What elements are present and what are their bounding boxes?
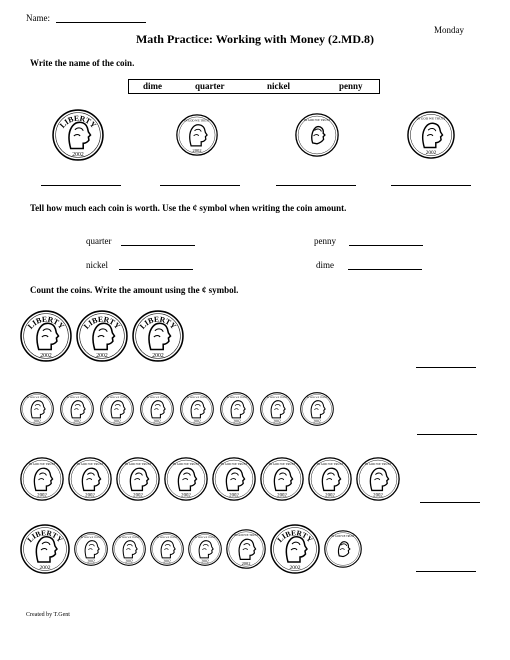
nickel-coin-icon [356,457,400,501]
quarter-coin-icon [52,109,104,161]
quarter-coin-icon [20,310,72,362]
dime-coin-icon [112,532,146,566]
word-bank-quarter: quarter [195,81,225,91]
quarter-coin-icon [132,310,184,362]
penny-coin-icon [324,530,362,568]
svg-text:IN GOD WE TRUST: IN GOD WE TRUST [118,536,140,540]
nickel-coin-icon [116,457,160,501]
svg-text:2002: 2002 [181,493,191,499]
dime-coin-icon [176,114,218,156]
svg-text:2002: 2002 [277,493,287,499]
count-answer-line[interactable] [416,367,476,368]
svg-text:IN GOD WE TRUST: IN GOD WE TRUST [124,461,152,466]
svg-text:2002: 2002 [373,493,383,499]
nickel-coin-icon [226,529,266,569]
svg-text:IN GOD WE TRUST: IN GOD WE TRUST [184,118,210,123]
worth-answer-line[interactable] [121,245,195,246]
section1-instruction: Write the name of the coin. [30,58,135,68]
svg-text:2002: 2002 [37,493,47,499]
nickel-coin-icon [407,111,455,159]
svg-text:LIBERTY: LIBERTY [25,314,67,331]
dime-coin-icon [188,532,222,566]
svg-text:IN GOD WE TRUST: IN GOD WE TRUST [186,396,208,400]
dime-coin-icon [180,392,214,426]
svg-text:IN GOD WE TRUST: IN GOD WE TRUST [416,116,446,121]
svg-text:2002: 2002 [39,565,51,571]
svg-text:2002: 2002 [193,419,201,424]
svg-text:IN GOD WE TRUST: IN GOD WE TRUST [226,396,248,400]
nickel-coin-icon [260,457,304,501]
day-label: Monday [434,25,464,35]
svg-text:IN GOD WE TRUST: IN GOD WE TRUST [266,396,288,400]
svg-text:LIBERTY: LIBERTY [25,528,65,545]
svg-text:2002: 2002 [201,559,209,564]
svg-text:2002: 2002 [152,352,164,359]
section2-instruction: Tell how much each coin is worth. Use the ¢ symbol when writing the coin amount. [30,203,347,213]
word-bank-dime: dime [143,81,162,91]
dime-coin-icon [260,392,294,426]
dime-coin-icon [60,392,94,426]
svg-text:2002: 2002 [87,559,95,564]
word-bank-penny: penny [339,81,363,91]
svg-text:IN GOD WE TRUST: IN GOD WE TRUST [76,461,104,466]
section3-instruction: Count the coins. Write the amount using the ¢ symbol. [30,285,239,295]
svg-text:IN GOD WE TRUST: IN GOD WE TRUST [26,396,48,400]
svg-text:LIBERTY: LIBERTY [57,113,99,130]
svg-text:IN GOD WE TRUST: IN GOD WE TRUST [306,396,328,400]
svg-text:2002: 2002 [325,493,335,499]
svg-text:IN GOD WE TRUST: IN GOD WE TRUST [106,396,128,400]
nickel-coin-icon [20,457,64,501]
penny-coin-icon [295,113,339,157]
coin-name-answer-line[interactable] [391,185,471,186]
svg-text:2002: 2002 [289,565,301,571]
quarter-coin-icon [76,310,128,362]
svg-text:IN GOD WE TRUST: IN GOD WE TRUST [172,461,200,466]
worth-answer-line[interactable] [348,269,422,270]
svg-text:IN GOD WE TRUST: IN GOD WE TRUST [194,536,216,540]
svg-text:IN GOD WE TRUST: IN GOD WE TRUST [233,534,259,538]
dime-coin-icon [140,392,174,426]
svg-text:LIBERTY: LIBERTY [137,314,179,331]
svg-text:IN GOD WE TRUST: IN GOD WE TRUST [331,534,355,538]
svg-text:2002: 2002 [113,419,121,424]
nickel-coin-icon [68,457,112,501]
dime-coin-icon [220,392,254,426]
footer-credit: Created by T.Gent [26,612,70,618]
worth-answer-line[interactable] [119,269,193,270]
svg-text:2002: 2002 [72,151,84,158]
dime-coin-icon [100,392,134,426]
worth-answer-line[interactable] [349,245,423,246]
svg-text:IN GOD WE TRUST: IN GOD WE TRUST [364,461,392,466]
svg-text:2002: 2002 [425,150,437,157]
svg-text:LIBERTY: LIBERTY [81,314,123,331]
count-answer-line[interactable] [416,571,476,572]
svg-text:2002: 2002 [33,419,41,424]
count-answer-line[interactable] [420,502,480,503]
svg-text:IN GOD WE TRUST: IN GOD WE TRUST [316,461,344,466]
name-label: Name: [26,13,50,23]
svg-text:2002: 2002 [233,419,241,424]
svg-text:2002: 2002 [85,493,95,499]
coin-name-answer-line[interactable] [160,185,240,186]
nickel-coin-icon [164,457,208,501]
quarter-coin-icon [20,524,70,574]
svg-text:2002: 2002 [125,559,133,564]
word-bank-nickel: nickel [267,81,291,91]
dime-coin-icon [20,392,54,426]
worth-label-nickel: nickel [86,260,108,270]
coin-name-answer-line[interactable] [41,185,121,186]
svg-text:IN GOD WE TRUST: IN GOD WE TRUST [303,117,331,122]
dime-coin-icon [300,392,334,426]
dime-coin-icon [150,532,184,566]
svg-text:2002: 2002 [153,419,161,424]
svg-text:2002: 2002 [273,419,281,424]
svg-text:2002: 2002 [241,561,251,566]
worth-label-quarter: quarter [86,236,112,246]
svg-text:IN GOD WE TRUST: IN GOD WE TRUST [66,396,88,400]
name-answer-line[interactable] [56,22,146,23]
svg-text:LIBERTY: LIBERTY [275,528,315,545]
nickel-coin-icon [212,457,256,501]
quarter-coin-icon [270,524,320,574]
coin-name-answer-line[interactable] [276,185,356,186]
svg-text:2002: 2002 [73,419,81,424]
worth-label-dime: dime [316,260,334,270]
count-answer-line[interactable] [417,434,477,435]
svg-text:2002: 2002 [133,493,143,499]
svg-text:2002: 2002 [313,419,321,424]
svg-text:IN GOD WE TRUST: IN GOD WE TRUST [28,461,56,466]
svg-text:IN GOD WE TRUST: IN GOD WE TRUST [146,396,168,400]
svg-text:IN GOD WE TRUST: IN GOD WE TRUST [220,461,248,466]
svg-text:2002: 2002 [229,493,239,499]
svg-text:IN GOD WE TRUST: IN GOD WE TRUST [156,536,178,540]
page-title: Math Practice: Working with Money (2.MD.8) [135,32,375,46]
dime-coin-icon [74,532,108,566]
svg-text:2002: 2002 [192,147,202,153]
svg-text:2002: 2002 [96,352,108,359]
svg-text:IN GOD WE TRUST: IN GOD WE TRUST [268,461,296,466]
svg-text:2002: 2002 [40,352,52,359]
svg-text:2002: 2002 [163,559,171,564]
svg-text:IN GOD WE TRUST: IN GOD WE TRUST [80,536,102,540]
worth-label-penny: penny [314,236,336,246]
word-bank [128,79,380,94]
nickel-coin-icon [308,457,352,501]
